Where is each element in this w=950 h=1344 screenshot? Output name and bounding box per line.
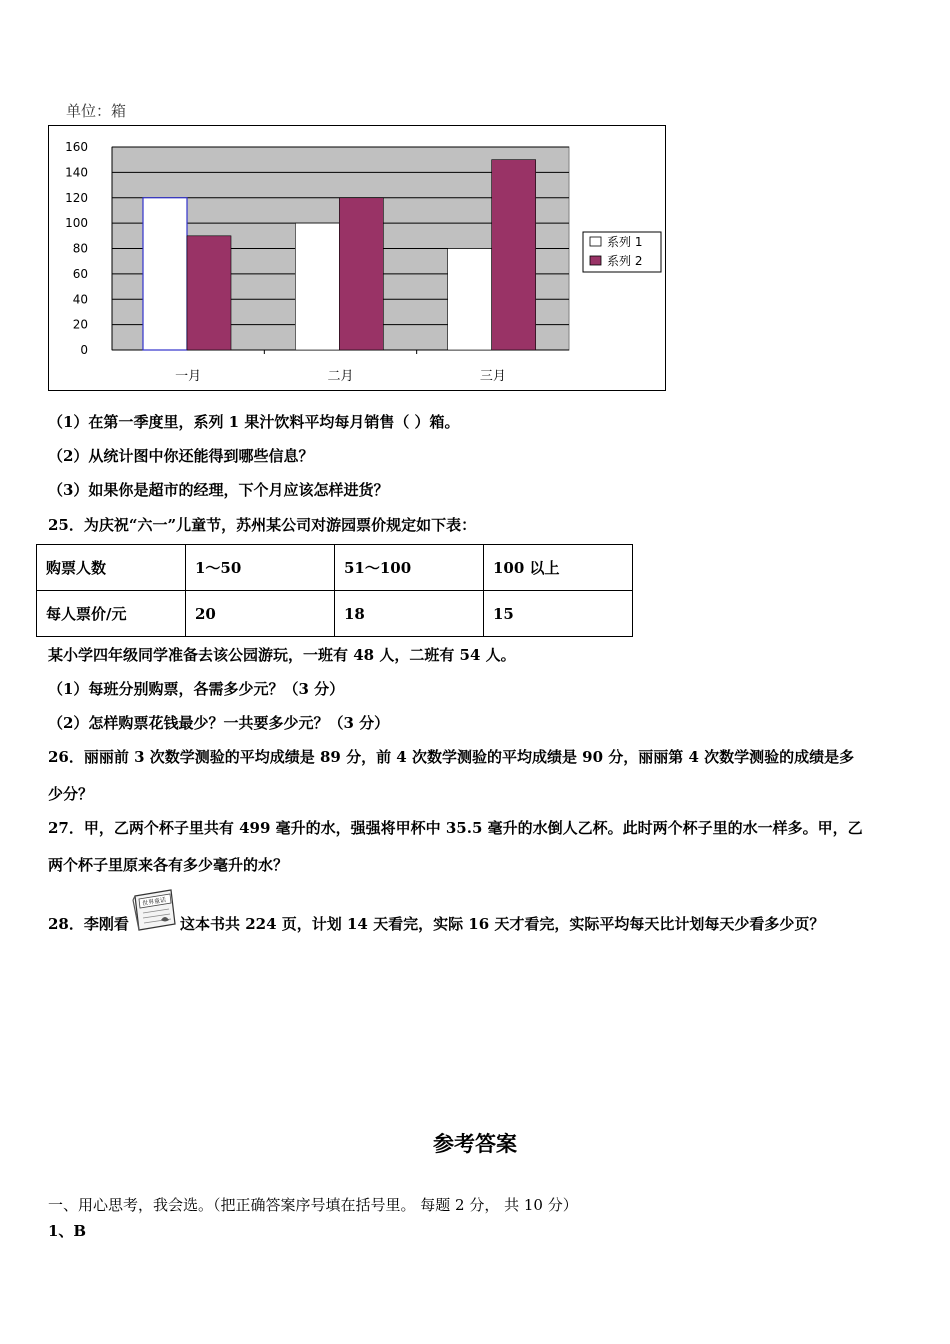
q25-sub2: （2）怎样购票花钱最少？一共要多少元？（3 分）: [48, 714, 390, 732]
table-cell: 15: [484, 591, 633, 637]
bar-chart-svg: [49, 126, 667, 392]
y-tick-label: 100: [65, 216, 88, 231]
bar-2: [492, 160, 536, 350]
x-tick-label: 三月: [479, 369, 506, 384]
y-tick-label: 80: [72, 241, 88, 256]
bar-1: [295, 223, 339, 350]
book-icon: [131, 886, 179, 932]
q26-line2: 少分？: [48, 785, 94, 803]
legend-swatch: [590, 256, 601, 265]
q28-text-before: 28．李刚看: [48, 915, 129, 933]
q25-context: 某小学四年级同学准备去该公园游玩，一班有 48 人，二班有 54 人。: [48, 646, 516, 664]
y-tick-label: 160: [65, 140, 88, 154]
ticket-price-table: [36, 544, 633, 637]
y-tick-label: 20: [72, 317, 88, 332]
q28-text-after: 这本书共 224 页，计划 14 天看完，实际 16 天才看完，实际平均每天比计划每天少看多少页？: [180, 915, 825, 933]
bar-2: [187, 236, 231, 350]
q24-sub3: （3）如果你是超市的经理，下个月应该怎样进货？: [48, 481, 389, 499]
table-cell: 购票人数: [37, 545, 186, 591]
y-tick-label: 40: [72, 292, 88, 307]
x-tick-label: 一月: [175, 369, 202, 384]
x-tick-label: 二月: [327, 369, 354, 384]
y-tick-label: 60: [72, 266, 88, 281]
table-cell: 1～50: [186, 545, 335, 591]
legend-label: 系列 1: [607, 235, 643, 249]
legend-label: 系列 2: [607, 254, 643, 268]
bar-1: [143, 198, 187, 350]
answer-1: 1、B: [48, 1222, 87, 1240]
table-cell: 18: [335, 591, 484, 637]
chart-unit-label: 单位：箱: [66, 102, 127, 120]
q27-line2: 两个杯子里原来各有多少毫升的水？: [48, 856, 289, 874]
legend-swatch: [590, 237, 601, 246]
y-tick-label: 140: [65, 165, 88, 180]
table-row: [37, 545, 633, 591]
y-tick-label: 120: [65, 190, 88, 205]
table-row: [37, 591, 633, 637]
bar-1: [448, 249, 492, 351]
bar-chart: [48, 125, 666, 391]
y-tick-label: 0: [80, 343, 88, 357]
answers-title: 参考答案: [433, 1131, 517, 1156]
table-cell: 20: [186, 591, 335, 637]
answers-section1: 一、用心思考，我会选。（把正确答案序号填在括号里。 每题 2 分， 共 10 分）: [48, 1196, 578, 1214]
book-title-text: 世界童话: [141, 896, 167, 908]
q24-sub1: （1）在第一季度里，系列 1 果汁饮料平均每月销售（ ）箱。: [48, 413, 460, 431]
q27-line1: 27．甲，乙两个杯子里共有 499 毫升的水，强强将甲杯中 35.5 毫升的水倒人乙杯。此时两个杯子里的水一样多。甲，乙: [48, 819, 863, 837]
q24-sub2: （2）从统计图中你还能得到哪些信息？: [48, 447, 314, 465]
bar-2: [339, 198, 383, 350]
q25-sub1: （1）每班分别购票，各需多少元？（3 分）: [48, 680, 345, 698]
q26-line1: 26．丽丽前 3 次数学测验的平均成绩是 89 分，前 4 次数学测验的平均成绩是 90 分，丽丽第 4 次数学测验的成绩是多: [48, 748, 855, 766]
table-cell: 51～100: [335, 545, 484, 591]
table-cell: 每人票价/元: [37, 591, 186, 637]
table-cell: 100 以上: [484, 545, 633, 591]
q25-intro: 25．为庆祝“六一”儿童节，苏州某公司对游园票价规定如下表：: [48, 516, 477, 534]
